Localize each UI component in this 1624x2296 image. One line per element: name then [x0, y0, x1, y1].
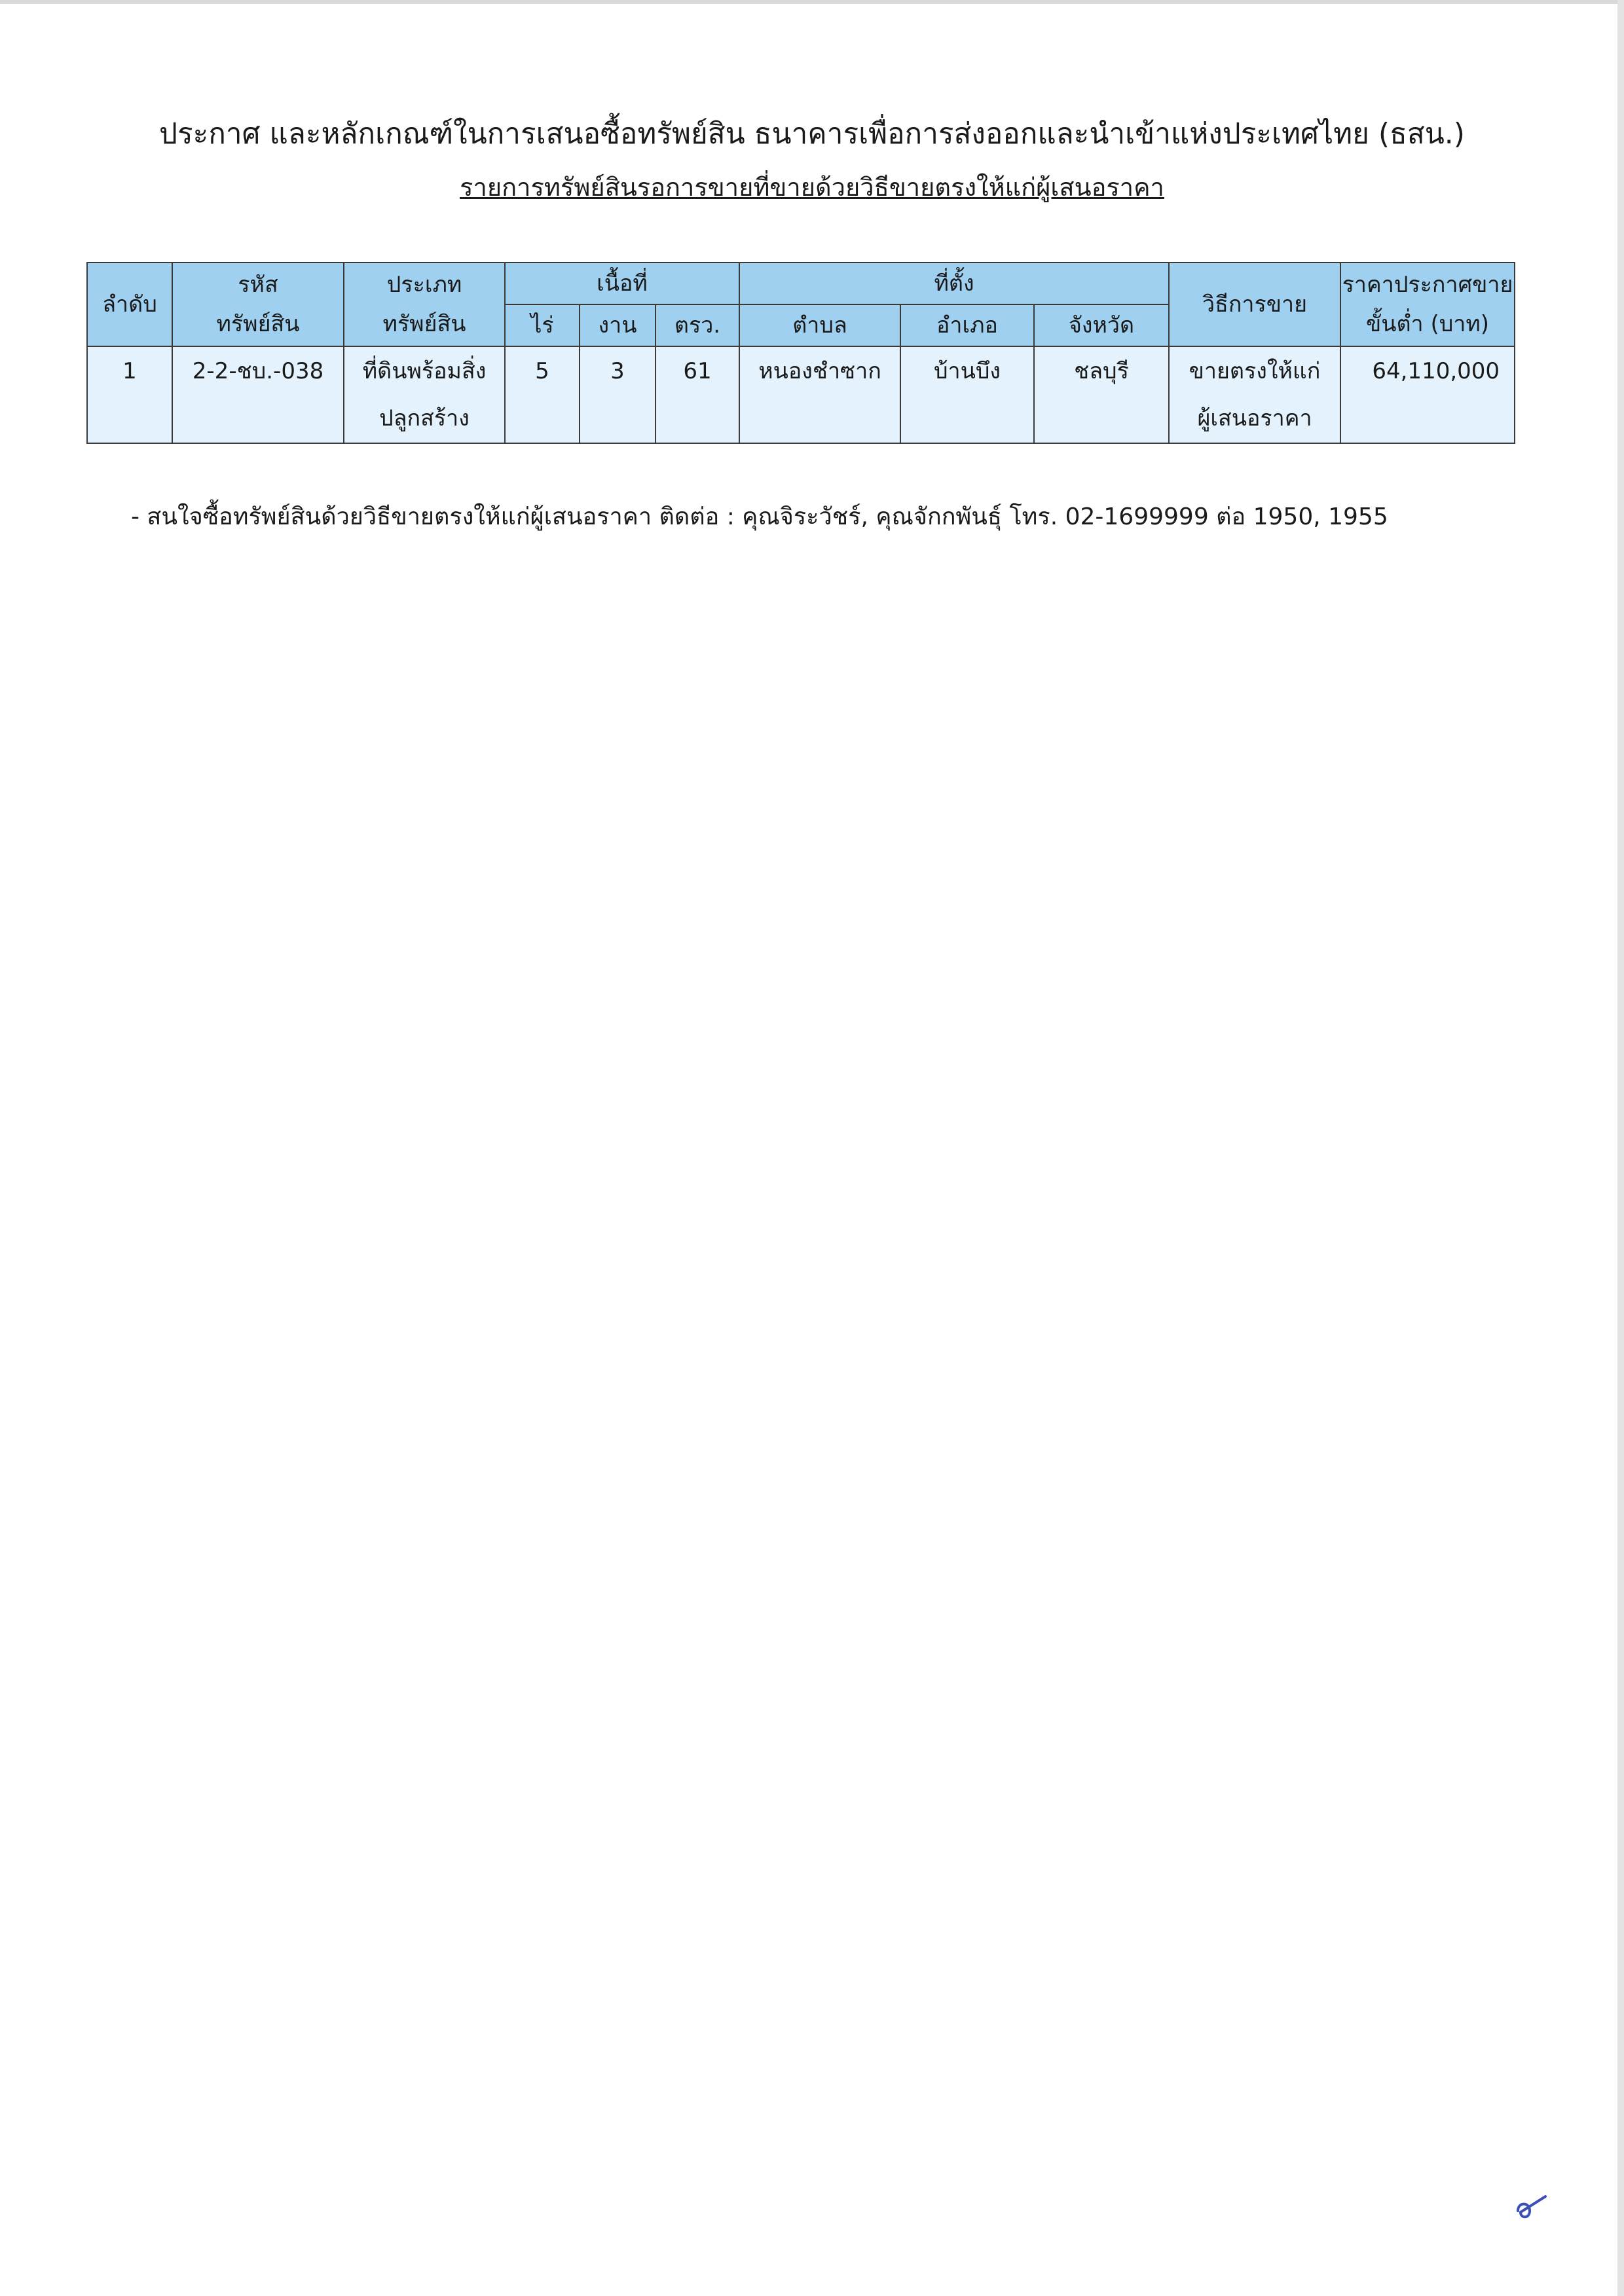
cell-subdistrict: หนองชำซาก — [739, 346, 900, 443]
header-row-1 — [87, 263, 1515, 304]
header-area: เนื้อที่ — [505, 263, 739, 304]
cell-ngan: 3 — [580, 346, 655, 443]
page-edge-right — [1617, 0, 1624, 2296]
header-subdistrict: ตำบล — [739, 304, 900, 346]
header-code-line1: รหัส — [238, 272, 278, 298]
cell-method-line1: ขายตรงให้แก่ — [1189, 358, 1321, 384]
cell-province: ชลบุรี — [1034, 346, 1169, 443]
header-location: ที่ตั้ง — [739, 263, 1169, 304]
header-price — [1340, 263, 1515, 346]
cell-sqwa: 61 — [655, 346, 739, 443]
cell-sale-method — [1169, 346, 1340, 443]
header-area-ngan: งาน — [580, 304, 655, 346]
document-subtitle: รายการทรัพย์สินรอการขายที่ขายด้วยวิธีขายตรงให้แก่ผู้เสนอราคา — [460, 173, 1164, 202]
header-price-line1: ราคาประกาศขาย — [1342, 272, 1513, 298]
header-area-sqwa: ตรว. — [655, 304, 739, 346]
cell-price: 64,110,000 — [1340, 346, 1515, 443]
document-title: ประกาศ และหลักเกณฑ์ในการเสนอซื้อทรัพย์สิน ธนาคารเพื่อการส่งออกและนำเข้าแห่งประเทศไทย (ธสน.) — [159, 117, 1465, 151]
header-order: ลำดับ — [87, 263, 172, 346]
cell-type — [344, 346, 505, 443]
header-area-rai: ไร่ — [505, 304, 580, 346]
asset-table — [86, 262, 1515, 444]
cell-type-line2: ปลูกสร้าง — [379, 405, 470, 431]
header-price-line2: ขั้นต่ำ (บาท) — [1365, 311, 1490, 337]
header-sale-method: วิธีการขาย — [1169, 263, 1340, 346]
cell-type-line1: ที่ดินพร้อมสิ่ง — [362, 358, 487, 384]
table-row — [87, 346, 1515, 443]
header-type-line2: ทรัพย์สิน — [382, 311, 466, 337]
cell-rai: 5 — [505, 346, 580, 443]
header-province: จังหวัด — [1034, 304, 1169, 346]
cell-method-line2: ผู้เสนอราคา — [1197, 405, 1312, 431]
cell-district: บ้านบึง — [900, 346, 1034, 443]
header-code-line2: ทรัพย์สิน — [216, 311, 300, 337]
cell-order: 1 — [87, 346, 172, 443]
header-district: อำเภอ — [900, 304, 1034, 346]
header-type-line1: ประเภท — [386, 272, 462, 298]
header-type — [344, 263, 505, 346]
cell-code: 2-2-ชบ.-038 — [172, 346, 344, 443]
contact-note: - สนใจซื้อทรัพย์สินด้วยวิธีขายตรงให้แก่ผู้เสนอราคา ติดต่อ : คุณจิระวัชร์, คุณจักกพันธุ์ โทร. 02-1699999 ต่อ 1950, 1955 — [131, 503, 1388, 530]
header-code — [172, 263, 344, 346]
initial-mark-icon — [1513, 2191, 1552, 2224]
page-edge-top — [0, 0, 1624, 4]
